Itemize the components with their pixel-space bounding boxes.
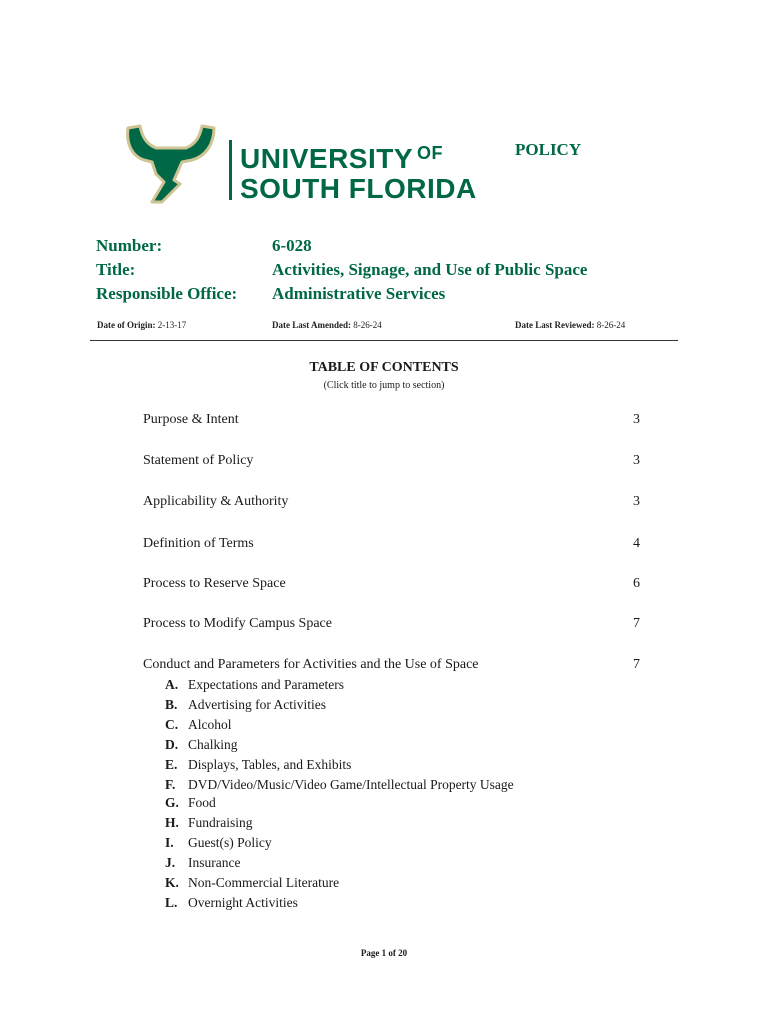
- toc-subitem[interactable]: [165, 895, 298, 911]
- toc-item-modify[interactable]: Process to Modify Campus Space: [143, 616, 332, 631]
- date-amended-label: Date Last Amended:: [272, 320, 351, 330]
- subitem-letter: E.: [165, 757, 178, 772]
- toc-subitem[interactable]: [165, 737, 238, 753]
- logo-line1-suffix: OF: [417, 143, 444, 163]
- toc-item-purpose[interactable]: Purpose & Intent: [143, 412, 239, 427]
- toc-subitem[interactable]: [165, 777, 514, 793]
- date-reviewed-value: 8-26-24: [596, 320, 626, 330]
- subitem-letter: C.: [165, 717, 179, 732]
- toc-page-applicability: 3: [633, 494, 640, 509]
- subitem-label: DVD/Video/Music/Video Game/Intellectual Property Usage: [188, 777, 514, 792]
- toc-subitem[interactable]: [165, 697, 326, 713]
- title-label: Title:: [96, 260, 136, 279]
- logo-divider: [229, 140, 232, 200]
- toc-subitem[interactable]: [165, 757, 351, 773]
- toc-subitem[interactable]: [165, 815, 253, 831]
- date-origin-value: 2-13-17: [157, 320, 187, 330]
- date-reviewed-label: Date Last Reviewed:: [515, 320, 595, 330]
- toc-subitem[interactable]: [165, 875, 339, 891]
- subitem-letter: F.: [165, 777, 176, 792]
- page-number: Page 1 of 20: [360, 948, 408, 958]
- subitem-label: Fundraising: [188, 815, 253, 830]
- toc-title: TABLE OF CONTENTS: [309, 360, 459, 375]
- toc-item-statement[interactable]: Statement of Policy: [143, 453, 254, 468]
- toc-page-definitions: 4: [633, 536, 640, 551]
- logo-line1: UNIVERSITY: [240, 143, 414, 174]
- subitem-label: Chalking: [188, 737, 238, 752]
- subitem-label: Insurance: [188, 855, 241, 870]
- logo-line2: SOUTH FLORIDA: [240, 173, 477, 204]
- subitem-letter: K.: [165, 875, 179, 890]
- toc-subitem[interactable]: [165, 795, 216, 811]
- subitem-letter: J.: [165, 855, 176, 870]
- date-amended-value: 8-26-24: [353, 320, 382, 330]
- toc-subtitle: (Click title to jump to section): [323, 380, 445, 391]
- subitem-label: Alcohol: [188, 717, 232, 732]
- subitem-letter: G.: [165, 795, 179, 810]
- date-origin-label: Date of Origin:: [97, 320, 156, 330]
- office-label: Responsible Office:: [96, 284, 238, 303]
- subitem-label: Non-Commercial Literature: [188, 875, 340, 890]
- doc-type-label: POLICY: [515, 140, 582, 159]
- toc-item-conduct[interactable]: Conduct and Parameters for Activities and the Use of Space: [143, 657, 479, 672]
- subitem-label: Expectations and Parameters: [188, 677, 344, 692]
- toc-page-modify: 7: [633, 616, 640, 631]
- number-value: 6-028: [272, 236, 312, 255]
- toc-subitem[interactable]: [165, 835, 272, 851]
- subitem-letter: D.: [165, 737, 179, 752]
- toc-item-definitions[interactable]: Definition of Terms: [143, 536, 254, 551]
- logo-wordmark: [240, 138, 477, 204]
- toc-page-conduct: 7: [633, 657, 640, 672]
- toc-item-applicability[interactable]: Applicability & Authority: [143, 494, 289, 509]
- header-divider: [90, 340, 678, 341]
- toc-item-reserve[interactable]: Process to Reserve Space: [143, 576, 286, 591]
- subitem-label: Guest(s) Policy: [188, 835, 272, 850]
- toc-subitem[interactable]: [165, 855, 240, 871]
- toc-page-purpose: 3: [633, 412, 640, 427]
- subitem-label: Food: [188, 795, 216, 810]
- date-origin: [97, 320, 186, 330]
- date-reviewed: [515, 320, 625, 330]
- toc-subitem[interactable]: [165, 717, 232, 733]
- office-value: Administrative Services: [272, 284, 446, 303]
- subitem-letter: L.: [165, 895, 178, 910]
- subitem-letter: H.: [165, 815, 179, 830]
- title-value: Activities, Signage, and Use of Public Space: [272, 260, 588, 279]
- subitem-letter: A.: [165, 677, 179, 692]
- usf-bull-logo: [122, 122, 220, 206]
- subitem-label: Overnight Activities: [188, 895, 298, 910]
- toc-page-reserve: 6: [633, 576, 640, 591]
- subitem-letter: I.: [165, 835, 174, 850]
- subitem-letter: B.: [165, 697, 178, 712]
- subitem-label: Displays, Tables, and Exhibits: [188, 757, 352, 772]
- toc-subitem[interactable]: [165, 677, 344, 693]
- toc-page-statement: 3: [633, 453, 640, 468]
- subitem-label: Advertising for Activities: [188, 697, 326, 712]
- number-label: Number:: [96, 236, 163, 255]
- date-amended: [272, 320, 382, 330]
